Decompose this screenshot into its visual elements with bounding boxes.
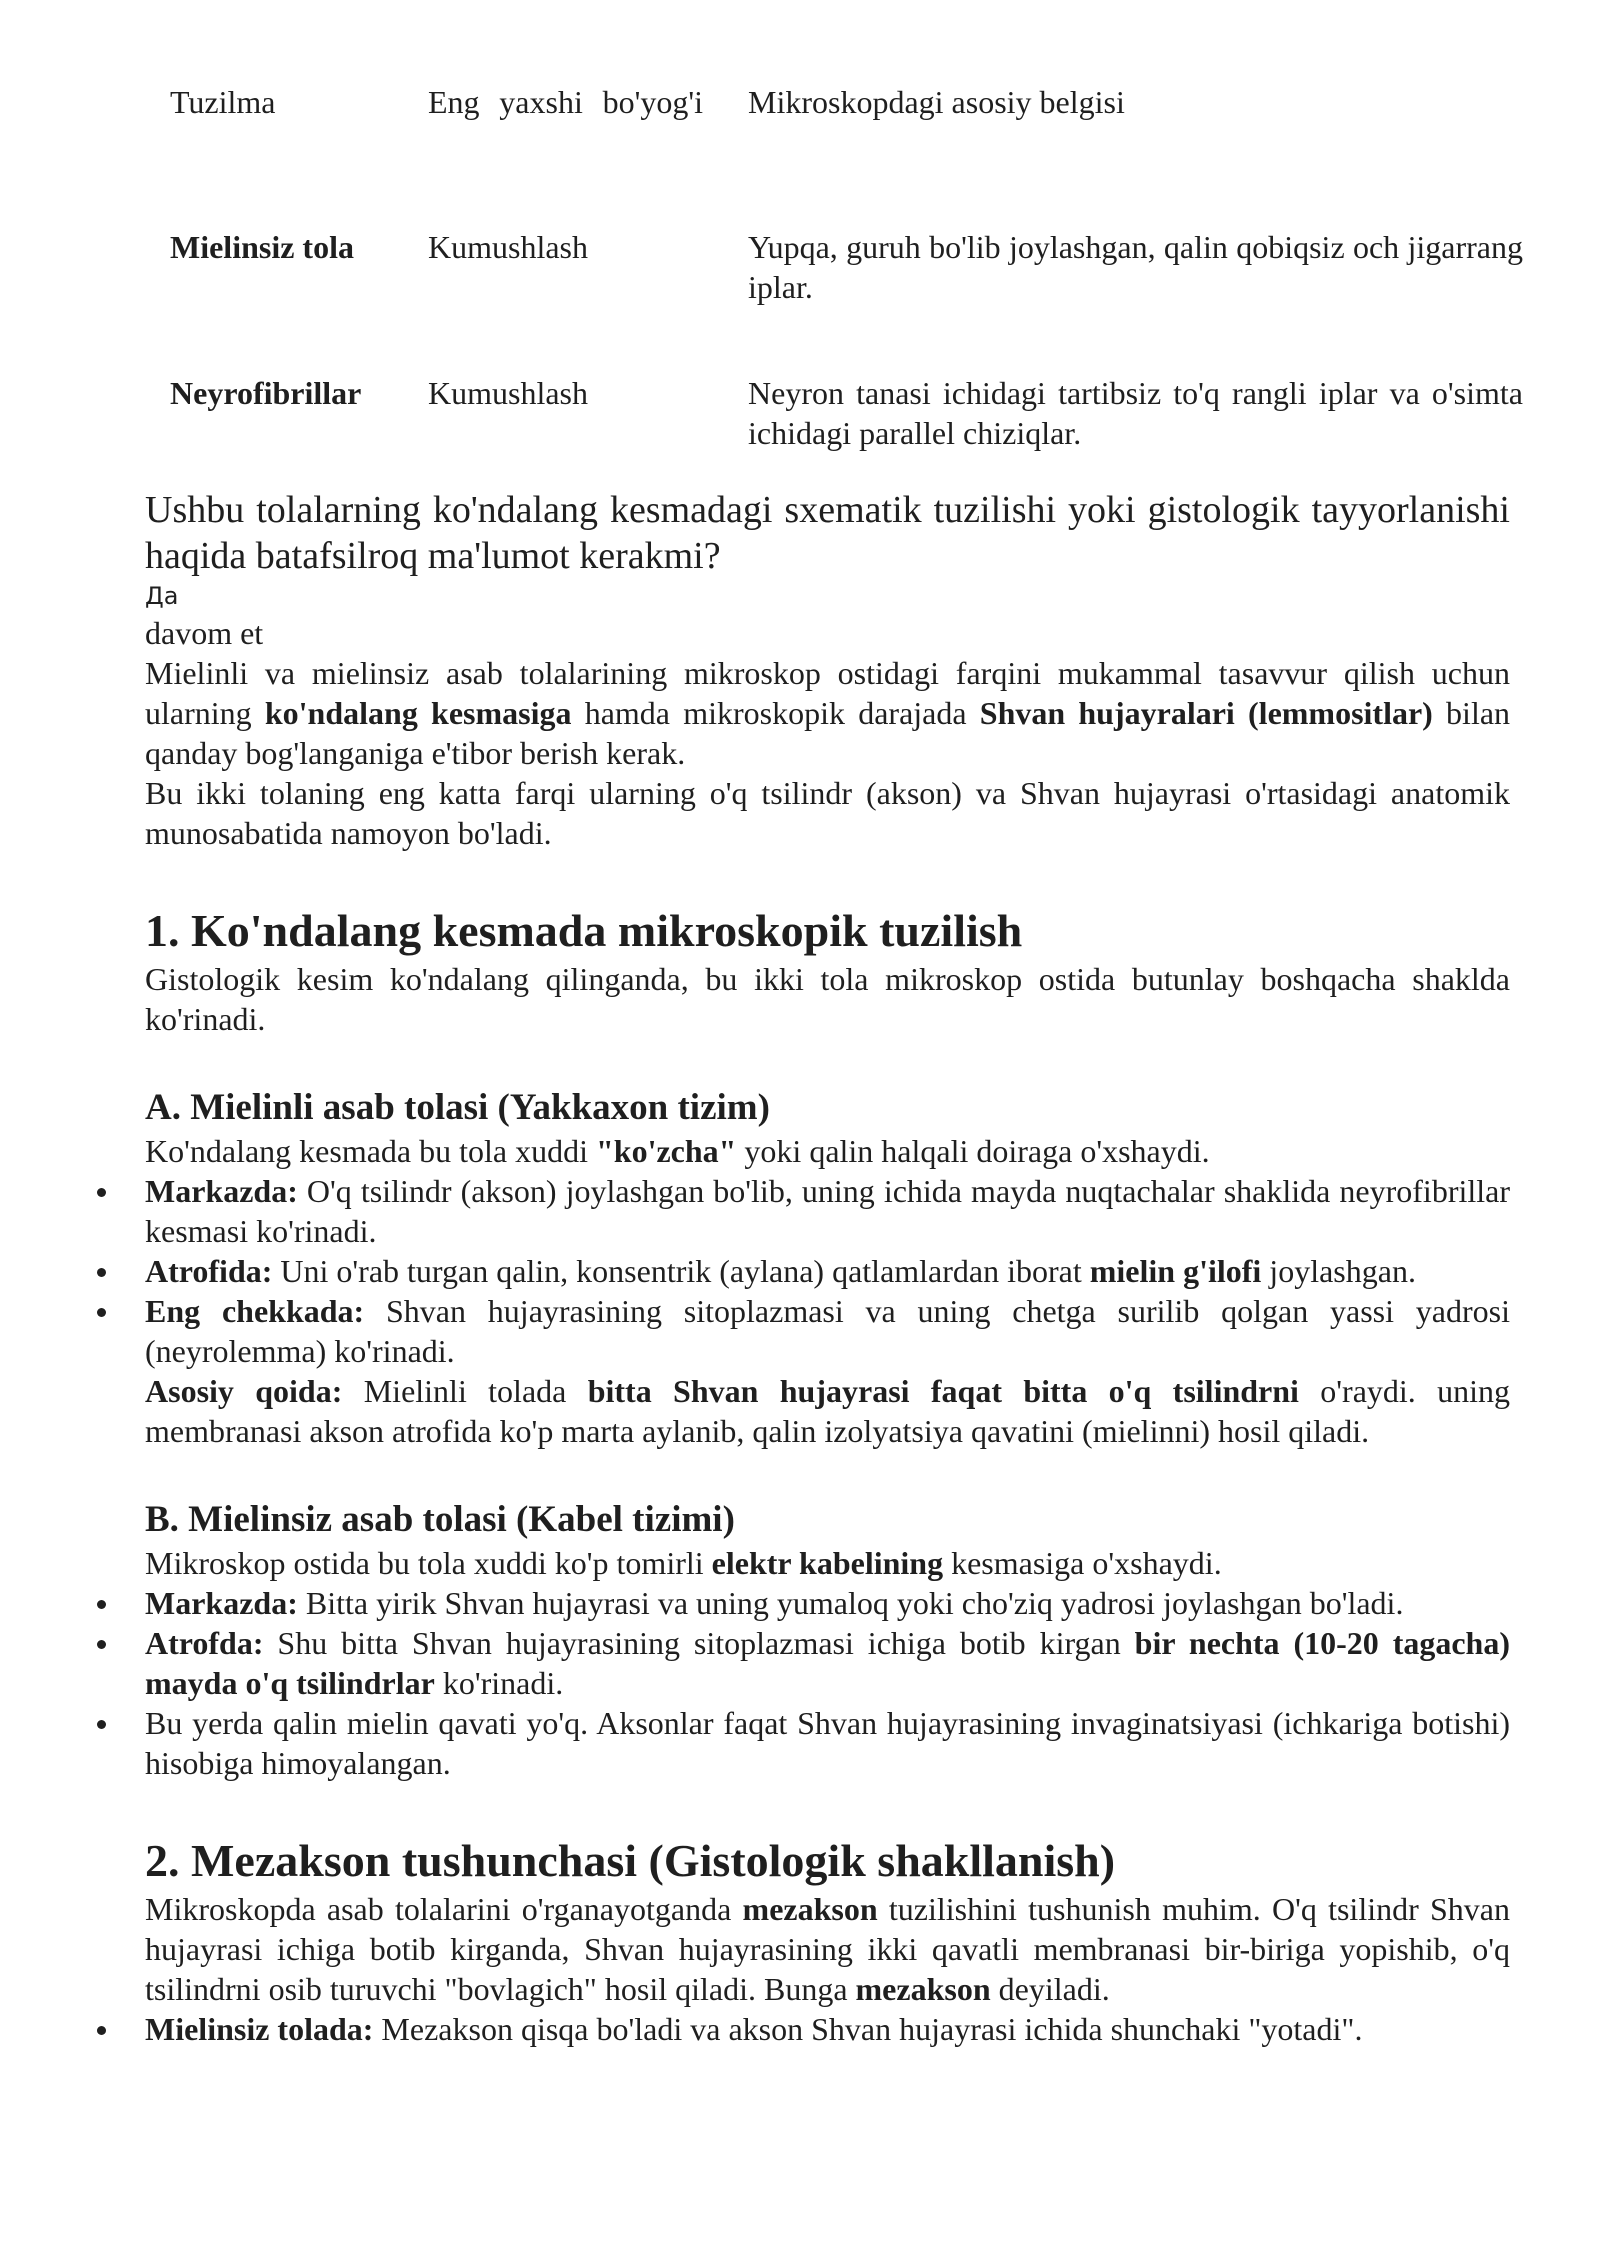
section-1-heading: 1. Ko'ndalang kesmada mikroskopik tuzilish (145, 905, 1023, 956)
table-row (148, 227, 1528, 373)
reply-continue: davom et (145, 615, 264, 651)
intro-paragraph: Mielinli va mielinsiz asab tolalarining mikroskop ostidagi farqini mukammal tasavvur qilish uchun ularning ko'ndalang kesmasiga hamda mikroskopik darajada Shvan hujayralari (lemmositlar) bilan qanday bog'langaniga e'tibor berish kerak. (145, 655, 1511, 771)
header-structure: Tuzilma (170, 84, 276, 120)
row-sign: Yupqa, guruh bo'lib joylashgan, qalin qobiqsiz och jigarrang iplar. (748, 229, 1523, 305)
bullet-icon (97, 1308, 106, 1317)
comparison-table (148, 82, 1528, 483)
bullet-icon (97, 2026, 106, 2035)
subsection-a-list (145, 1171, 1510, 1371)
header-stain: Eng yaxshi bo'yog'i (428, 84, 703, 120)
document-body (145, 487, 1510, 2049)
list-item: Bu yerda qalin mielin qavati yo'q. Aksonlar faqat Shvan hujayrasining invaginatsiyasi (ichkariga botishi) hisobiga himoyalangan. (145, 1703, 1510, 1783)
section-2-paragraph: Mikroskopda asab tolalarini o'rganayotganda mezakson tuzilishini tushunish muhim. O'q tsilindr Shvan hujayrasi ichiga botib kirganda, Shvan hujayrasining ikki qavatli membranasi bir-biriga yopishib, o'q tsilindrni osib turuvchi "bovlagich" hosil qiladi. Bunga mezakson deyiladi. (145, 1891, 1511, 2007)
subsection-a-lead: Ko'ndalang kesmada bu tola xuddi "ko'zcha" yoki qalin halqali doiraga o'xshaydi. (145, 1133, 1210, 1169)
bullet-icon (97, 1188, 106, 1197)
row-sign: Neyron tanasi ichidagi tartibsiz to'q rangli iplar va o'simta ichidagi parallel chiziqlar. (748, 375, 1523, 451)
list-item: Markazda: O'q tsilindr (akson) joylashgan bo'lib, uning ichida mayda nuqtachalar shaklida neyrofibrillar kesmasi ko'rinadi. (145, 1171, 1510, 1251)
row-stain: Kumushlash (428, 229, 588, 265)
subsection-b-heading: B. Mielinsiz asab tolasi (Kabel tizimi) (145, 1499, 735, 1540)
section-2-list (145, 2009, 1510, 2049)
list-item: Mielinsiz tolada: Mezakson qisqa bo'ladi va akson Shvan hujayrasi ichida shunchaki "yotadi". (145, 2009, 1510, 2049)
table-row (148, 373, 1528, 483)
list-item: Atrofida: Uni o'rab turgan qalin, konsentrik (aylana) qatlamlardan iborat mielin g'ilofi joylashgan. (145, 1251, 1510, 1291)
bullet-icon (97, 1268, 106, 1277)
header-sign: Mikroskopdagi asosiy belgisi (748, 84, 1125, 120)
section-2-heading: 2. Mezakson tushunchasi (Gistologik shakllanish) (145, 1835, 1116, 1886)
bullet-icon (97, 1640, 106, 1649)
bullet-icon (97, 1600, 106, 1609)
intro-paragraph-2: Bu ikki tolaning eng katta farqi ularning o'q tsilindr (akson) va Shvan hujayrasi o'rtasidagi anatomik munosabatida namoyon bo'ladi. (145, 775, 1510, 851)
list-item: Eng chekkada: Shvan hujayrasining sitoplazmasi va uning chetga surilib qolgan yassi yadrosi (neyrolemma) ko'rinadi. (145, 1291, 1510, 1371)
subsection-a-heading: A. Mielinli asab tolasi (Yakkaxon tizim) (145, 1087, 770, 1128)
list-item: Markazda: Bitta yirik Shvan hujayrasi va uning yumaloq yoki cho'ziq yadrosi joylashgan bo'ladi. (145, 1583, 1510, 1623)
row-structure: Mielinsiz tola (170, 229, 354, 265)
row-structure: Neyrofibrillar (170, 375, 362, 411)
table-header-row (148, 82, 1528, 227)
section-1-lead: Gistologik kesim ko'ndalang qilinganda, bu ikki tola mikroskop ostida butunlay boshqacha shaklda ko'rinadi. (145, 961, 1510, 1037)
subsection-b-list (145, 1583, 1510, 1783)
bullet-icon (97, 1720, 106, 1729)
subsection-b-lead: Mikroskop ostida bu tola xuddi ko'p tomirli elektr kabelining kesmasiga o'xshaydi. (145, 1545, 1222, 1581)
reply-yes: Да (145, 582, 179, 610)
main-rule-paragraph: Asosiy qoida: Mielinli tolada bitta Shvan hujayrasi faqat bitta o'q tsilindrni o'raydi. uning membranasi akson atrofida ko'p marta aylanib, qalin izolyatsiya qavatini (mielinni) hosil qiladi. (145, 1373, 1511, 1449)
follow-up-question: Ushbu tolalarning ko'ndalang kesmadagi sxematik tuzilishi yoki gistologik tayyorlanishi haqida batafsilroq ma'lumot kerakmi? (145, 489, 1510, 577)
row-stain: Kumushlash (428, 375, 588, 411)
list-item: Atrofda: Shu bitta Shvan hujayrasining sitoplazmasi ichiga botib kirgan bir nechta (10-20 tagacha) mayda o'q tsilindrlar ko'rinadi. (145, 1623, 1510, 1703)
